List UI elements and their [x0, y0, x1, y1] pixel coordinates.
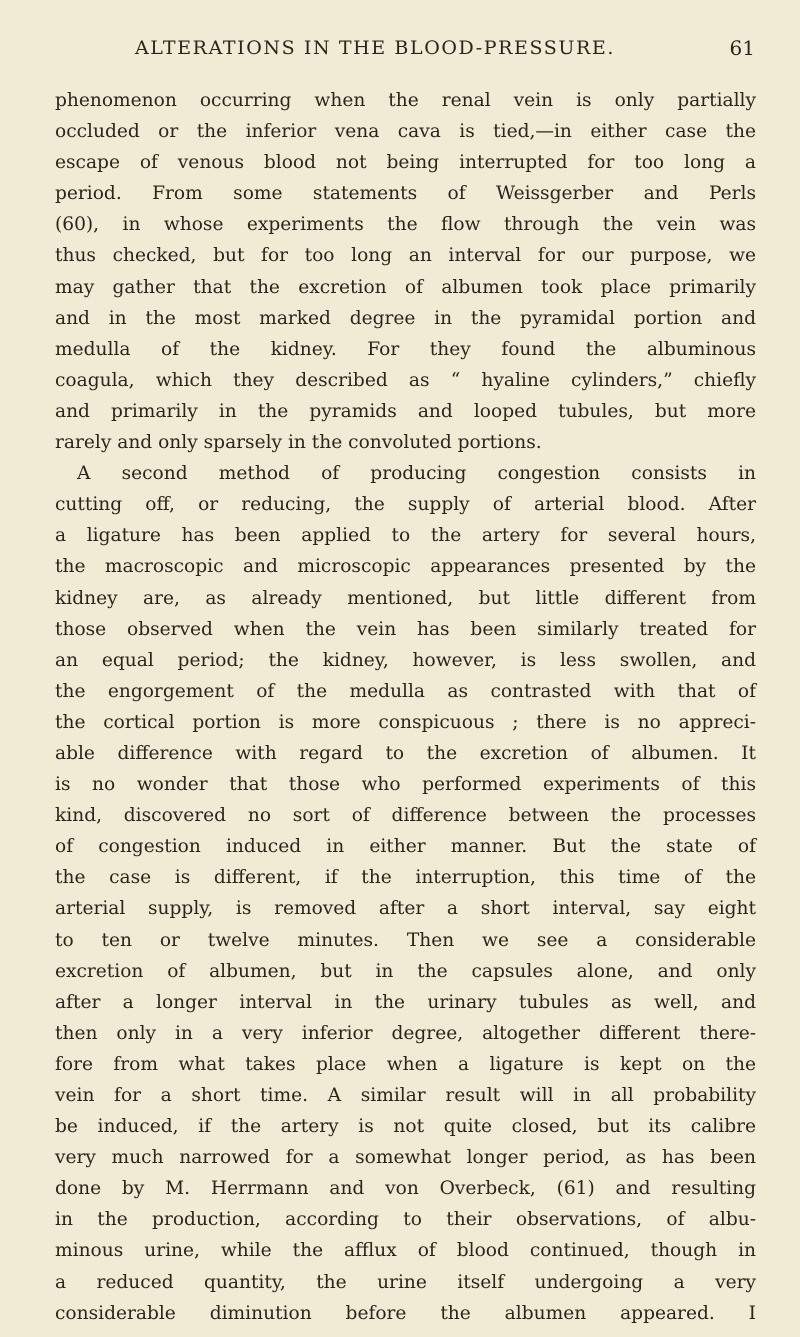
text-line: kidney are, as already mentioned, but little different from — [55, 587, 756, 609]
text-line: coagula, which they described as “ hyaline cylinders,” chiefly — [55, 369, 756, 391]
text-line: the engorgement of the medulla as contrasted with that of — [55, 680, 756, 702]
text-line: cutting off, or reducing, the supply of arterial blood. After — [55, 494, 756, 516]
text-line: very much narrowed for a somewhat longer period, as has been — [55, 1147, 756, 1169]
text-line: able difference with regard to the excretion of albumen. It — [55, 742, 756, 764]
text-line: excretion of albumen, but in the capsules alone, and only — [55, 960, 756, 982]
page-number: 61 — [729, 36, 755, 60]
text-line: after a longer interval in the urinary tubules as well, and — [55, 991, 756, 1013]
text-line: is no wonder that those who performed experiments of this — [55, 774, 756, 796]
text-line: considerable diminution before the albumen appeared. I — [55, 1302, 756, 1324]
running-head — [55, 30, 755, 66]
text-line: medulla of the kidney. For they found the albuminous — [55, 338, 756, 360]
text-line: to ten or twelve minutes. Then we see a considerable — [55, 929, 756, 951]
text-line: the macroscopic and microscopic appearances presented by the — [55, 556, 756, 578]
text-line: the case is different, if the interruption, this time of the — [55, 867, 756, 889]
text-line: period. From some statements of Weissgerber and Perls — [55, 183, 756, 205]
text-line: phenomenon occurring when the renal vein is only partially — [55, 90, 756, 111]
text-line: fore from what takes place when a ligature is kept on the — [55, 1053, 756, 1075]
text-line: occluded or the inferior vena cava is tied,—in either case the — [55, 121, 756, 143]
running-title: ALTERATIONS IN THE BLOOD-PRESSURE. — [134, 37, 616, 59]
text-line: may gather that the excretion of albumen took place primarily — [55, 276, 756, 298]
text-line: a ligature has been applied to the artery for several hours, — [55, 525, 756, 547]
text-line: an equal period; the kidney, however, is less swollen, and — [55, 649, 756, 671]
text-line: kind, discovered no sort of difference between the processes — [55, 805, 756, 827]
text-line: arterial supply, is removed after a short interval, say eight — [55, 898, 756, 920]
text-line: in the production, according to their observations, of albu- — [55, 1209, 756, 1231]
text-line: a reduced quantity, the urine itself undergoing a very — [55, 1271, 756, 1293]
text-line: the cortical portion is more conspicuous ; there is no appreci- — [55, 711, 756, 733]
text-line: then only in a very inferior degree, altogether different there- — [55, 1022, 756, 1044]
text-line: done by M. Herrmann and von Overbeck, (61) and resulting — [55, 1178, 756, 1200]
text-line: vein for a short time. A similar result will in all probability — [55, 1085, 756, 1106]
text-line: be induced, if the artery is not quite closed, but its calibre — [55, 1116, 756, 1138]
text-line: of congestion induced in either manner. But the state of — [55, 836, 756, 858]
body-text — [55, 85, 756, 1329]
text-line: and in the most marked degree in the pyramidal portion and — [55, 307, 756, 329]
text-line-paragraph-end: rarely and only sparsely in the convoluted portions. — [55, 432, 542, 454]
text-line: (60), in whose experiments the flow through the vein was — [55, 214, 756, 236]
text-line: escape of venous blood not being interrupted for too long a — [55, 152, 756, 174]
text-line: minous urine, while the afflux of blood continued, though in — [55, 1240, 756, 1262]
text-line: those observed when the vein has been similarly treated for — [55, 618, 756, 640]
text-line-paragraph-start: A second method of producing congestion consists in — [77, 463, 756, 485]
text-line: and primarily in the pyramids and looped tubules, but more — [55, 400, 756, 422]
text-line: thus checked, but for too long an interval for our purpose, we — [55, 245, 756, 267]
